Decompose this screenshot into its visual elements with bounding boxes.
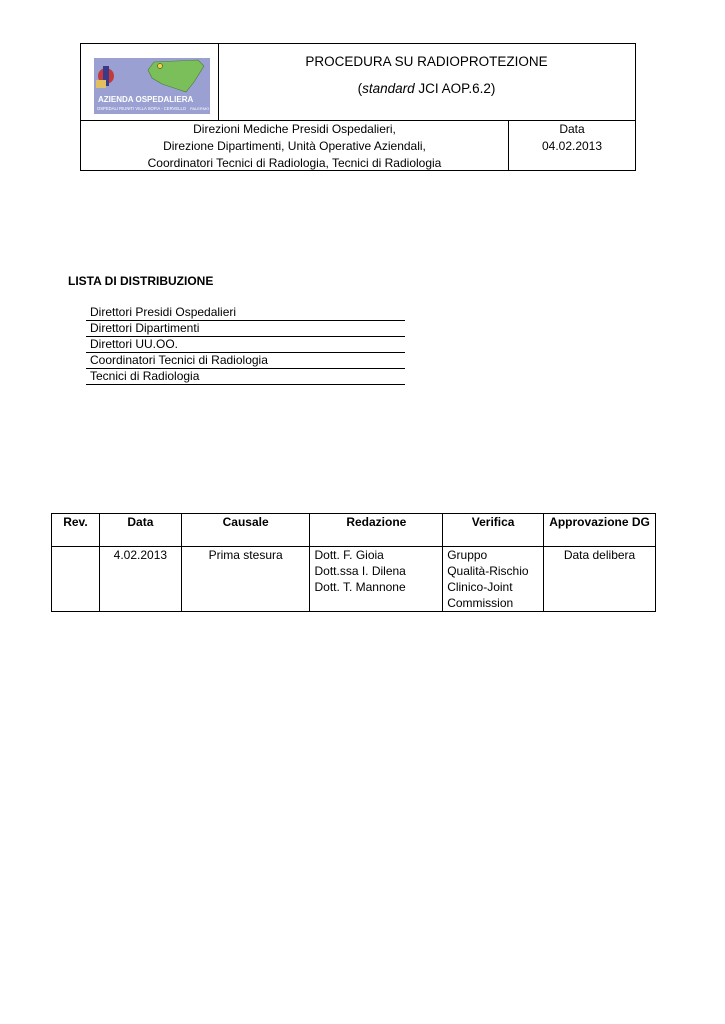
verifica-line: Qualità-Rischio (447, 564, 529, 578)
cell-redazione (310, 547, 443, 612)
recipients-line: Direzioni Mediche Presidi Ospedalieri, (193, 122, 396, 136)
column-header-causale: Causale (181, 514, 310, 547)
list-item: Coordinatori Tecnici di Radiologia (86, 353, 405, 369)
logo-cell (81, 44, 219, 120)
cell-causale: Prima stesura (181, 547, 310, 612)
table-header-row (52, 514, 656, 547)
date-cell (509, 120, 635, 171)
verifica-line: Gruppo (447, 548, 488, 562)
cell-verifica (443, 547, 544, 612)
date-value: 04.02.2013 (541, 139, 603, 153)
revision-table (51, 513, 656, 612)
verifica-line: Commission (447, 596, 514, 610)
list-item: Direttori Presidi Ospedalieri (86, 305, 405, 321)
cell-approvazione: Data delibera (544, 547, 656, 612)
column-header-data: Data (99, 514, 181, 547)
list-item: Direttori Dipartimenti (86, 321, 405, 337)
column-header-rev: Rev. (52, 514, 100, 547)
distribution-list-title: LISTA DI DISTRIBUZIONE (68, 274, 214, 288)
cell-rev (52, 547, 100, 612)
column-header-verifica: Verifica (443, 514, 544, 547)
date-label: Data (559, 122, 585, 136)
title-cell (218, 44, 635, 120)
svg-text:OSPEDALI RIUNITI VILLA SOFIA -: OSPEDALI RIUNITI VILLA SOFIA - CERVELLO (97, 106, 187, 111)
recipients-line: Coordinatori Tecnici di Radiologia, Tecnici di Radiologia (147, 156, 442, 170)
column-header-approvazione: Approvazione DG (544, 514, 656, 547)
distribution-list (86, 305, 405, 385)
svg-text:PALERMO: PALERMO (190, 106, 210, 111)
document-subtitle: (standard JCI AOP.6.2) (357, 81, 496, 96)
header-bottom-row (81, 120, 635, 171)
column-header-redazione: Redazione (310, 514, 443, 547)
svg-text:AZIENDA OSPEDALIERA: AZIENDA OSPEDALIERA (98, 95, 194, 104)
recipients-cell (81, 120, 509, 171)
list-item: Tecnici di Radiologia (86, 369, 405, 385)
hospital-logo (94, 58, 210, 114)
redazione-line: Dott.ssa I. Dilena (314, 564, 406, 578)
document-header (80, 43, 636, 171)
cell-data: 4.02.2013 (99, 547, 181, 612)
redazione-line: Dott. T. Mannone (314, 580, 406, 594)
subtitle-italic: standard (362, 81, 415, 96)
document-title: PROCEDURA SU RADIOPROTEZIONE (305, 54, 548, 69)
table-row (52, 547, 656, 612)
header-top-row (81, 44, 635, 121)
list-item: Direttori UU.OO. (86, 337, 405, 353)
recipients-line: Direzione Dipartimenti, Unità Operative Aziendali, (163, 139, 426, 153)
redazione-line: Dott. F. Gioia (314, 548, 384, 562)
subtitle-code: JCI AOP.6.2 (418, 81, 491, 96)
verifica-line: Clinico-Joint (447, 580, 513, 594)
